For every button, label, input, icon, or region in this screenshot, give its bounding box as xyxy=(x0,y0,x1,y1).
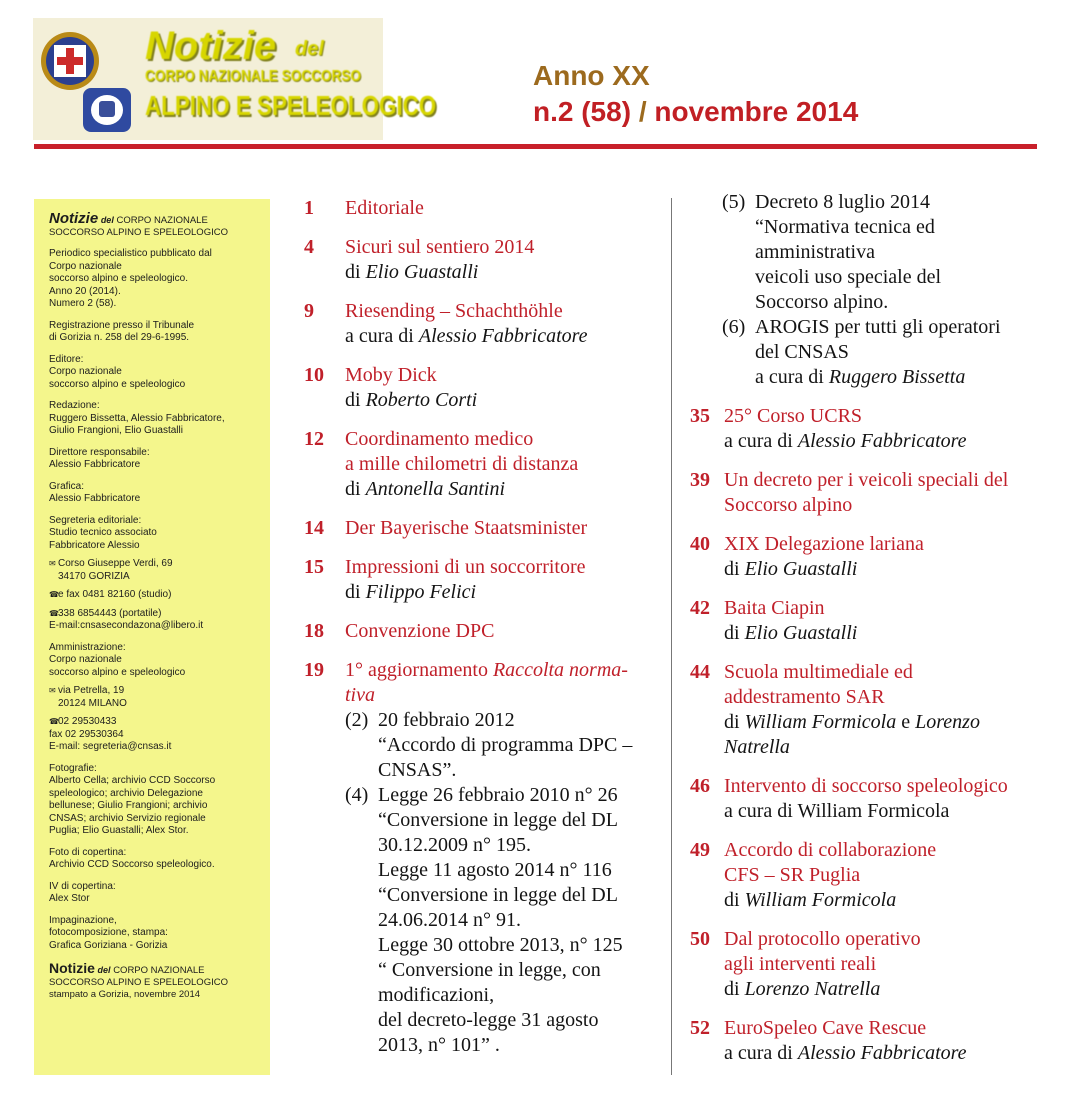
toc-page-number: 52 xyxy=(690,1017,710,1039)
byline-prefix: di xyxy=(345,478,361,500)
phone-icon: ☎ xyxy=(49,608,59,618)
toc-entry xyxy=(304,196,664,221)
toc-column-right xyxy=(690,191,1050,1080)
toc-entry-body xyxy=(345,299,664,349)
toc-entry xyxy=(304,555,664,605)
toc-entry xyxy=(690,404,1050,454)
toc-entry xyxy=(304,363,664,413)
toc-page-number: 18 xyxy=(304,620,324,642)
toc-page-number: 4 xyxy=(304,236,314,258)
toc-byline xyxy=(724,429,1050,454)
toc-title: Impressioni di un soccorritore xyxy=(345,556,586,578)
envelope-icon: ✉ xyxy=(49,686,56,695)
toc-page-number: 46 xyxy=(690,775,710,797)
toc-entry-body xyxy=(345,427,664,502)
toc-page-number: 49 xyxy=(690,839,710,861)
cnsas-emblem-icon xyxy=(41,32,99,90)
toc-byline xyxy=(724,799,1050,824)
subitem-number: (5) xyxy=(722,191,746,213)
byline-author: Lorenzo Natrella xyxy=(744,978,881,1000)
byline-author: Lorenzo Natrella xyxy=(724,711,980,758)
toc-subitem xyxy=(345,783,664,1058)
toc-page-number: 39 xyxy=(690,469,710,491)
byline-prefix: a cura di xyxy=(724,430,793,452)
toc-entry xyxy=(304,235,664,285)
byline-prefix: di xyxy=(724,558,740,580)
colophon-sidebar xyxy=(34,199,270,1075)
byline-author: Ruggero Bissetta xyxy=(828,366,966,388)
toc-entry xyxy=(304,619,664,644)
toc-subitem xyxy=(345,708,664,783)
toc-title: XIX Delegazione lariana xyxy=(724,533,924,555)
phone-icon: ☎ xyxy=(49,590,59,599)
subitem-number: (2) xyxy=(345,709,369,731)
toc-entry-body xyxy=(345,658,664,1058)
byline-prefix: di xyxy=(724,978,740,1000)
byline-prefix: a cura di xyxy=(345,325,414,347)
toc-title: Scuola multimediale ed addestramento SAR xyxy=(724,661,913,708)
toc-entry-body xyxy=(345,516,664,541)
toc-entry xyxy=(304,516,664,541)
toc-entry-body xyxy=(345,363,664,413)
byline-joiner: e xyxy=(896,711,916,733)
column-divider xyxy=(671,198,672,1075)
toc-page-number: 40 xyxy=(690,533,710,555)
toc-entry-body xyxy=(345,235,664,285)
colophon-fotografie: Fotografie: Alberto Cella; archivio CCD Soccorso speleologico; archivio Delegazione bellunese; Giulio Frangioni; archivio CNSAS; archivio Servizio regionale Puglia; Elio Guastalli; Alex Stor. xyxy=(49,762,216,836)
byline-author: Elio Guastalli xyxy=(744,558,858,580)
toc-byline xyxy=(724,710,1050,760)
byline-prefix: di xyxy=(345,261,361,283)
colophon-iv-copertina: IV di copertina: Alex Stor xyxy=(49,880,116,904)
toc-entry xyxy=(690,596,1050,646)
toc-subitem xyxy=(722,190,1050,315)
toc-page-number: 35 xyxy=(690,405,710,427)
byline-prefix: di xyxy=(724,889,740,911)
toc-entry-body xyxy=(724,468,1050,518)
byline-author: Roberto Corti xyxy=(365,389,478,411)
subitem-text: AROGIS per tutti gli operatori del CNSAS xyxy=(755,316,1001,363)
subitem-text: 20 febbraio 2012 “Accordo di programma DPC – CNSAS”. xyxy=(378,709,633,781)
colophon-amministrazione: Amministrazione: Corpo nazionale soccorso alpino e speleologico ✉ via Petrella, 19 20124 MILANO ☎ 02 29530433 fax 02 29530364 E-mail: segreteria@cnsas.it xyxy=(49,641,186,752)
toc-entry xyxy=(690,838,1050,913)
toc-title: 25° Corso UCRS xyxy=(724,405,863,427)
toc-subitems-continued xyxy=(722,190,1050,390)
toc-page-number: 19 xyxy=(304,659,324,681)
byline-prefix: a cura di William Formicola xyxy=(724,800,950,822)
toc-byline xyxy=(724,1041,1050,1066)
toc-entry xyxy=(690,927,1050,1002)
colophon-brand: Notizie del CORPO NAZIONALE SOCCORSO ALPINO E SPELEOLOGICO xyxy=(49,210,228,238)
toc-page-number: 14 xyxy=(304,517,324,539)
envelope-icon: ✉ xyxy=(49,559,56,568)
toc-entry-body xyxy=(724,596,1050,646)
toc-title: Editoriale xyxy=(345,197,424,219)
toc-entry-body xyxy=(345,555,664,605)
speleo-emblem-icon xyxy=(83,88,131,132)
toc-entry-body xyxy=(724,774,1050,824)
toc-title-plain: 1° aggiornamento xyxy=(345,659,493,681)
toc-page-number: 42 xyxy=(690,597,710,619)
toc-title: Coordinamento medico a mille chilometri di distanza xyxy=(345,428,579,475)
byline-prefix: di xyxy=(345,581,361,603)
toc-entry xyxy=(690,660,1050,760)
byline-author: Filippo Felici xyxy=(365,581,477,603)
toc-entry xyxy=(690,468,1050,518)
toc-entry-body xyxy=(724,532,1050,582)
subitem-number: (4) xyxy=(345,784,369,806)
toc-page-number: 15 xyxy=(304,556,324,578)
toc-entry xyxy=(690,532,1050,582)
toc-entry xyxy=(304,299,664,349)
toc-byline xyxy=(345,260,664,285)
toc-byline xyxy=(345,324,664,349)
toc-entry-body xyxy=(724,660,1050,760)
byline-author: Elio Guastalli xyxy=(744,622,858,644)
phone-icon: ☎ xyxy=(49,717,59,726)
toc-entry xyxy=(690,774,1050,824)
toc-subitem xyxy=(722,315,1050,365)
logo-wordmark: Notizie del CORPO NAZIONALE SOCCORSO ALPINO E SPELEOLOGICO xyxy=(145,24,437,121)
toc-entry-body xyxy=(724,1016,1050,1066)
byline-author: William Formicola xyxy=(744,711,897,733)
toc-byline xyxy=(722,365,1050,390)
toc-subitems xyxy=(345,708,664,1058)
toc-title: Sicuri sul sentiero 2014 xyxy=(345,236,535,258)
masthead-logo xyxy=(33,18,437,140)
colophon-segreteria: Segreteria editoriale: Studio tecnico associato Fabbricatore Alessio ✉ Corso Giuseppe Verdi, 69 34170 GORIZIA ☎ e fax 0481 82160 (studio) ☎ 338 6854443 (portatile) E-mail:cnsasecondazona@libero.it xyxy=(49,515,270,633)
byline-prefix: di xyxy=(345,389,361,411)
byline-prefix: a cura di xyxy=(724,1042,793,1064)
issue-year: Anno XX xyxy=(533,60,650,91)
toc-title: Convenzione DPC xyxy=(345,620,495,642)
byline-author: Alessio Fabbricatore xyxy=(797,1042,967,1064)
toc-byline xyxy=(724,888,1050,913)
toc-byline xyxy=(724,557,1050,582)
toc-byline xyxy=(345,580,664,605)
issue-number: n.2 (58) / novembre 2014 xyxy=(533,96,859,127)
toc-byline xyxy=(724,621,1050,646)
toc-page-number: 1 xyxy=(304,197,314,219)
toc-title: Der Bayerische Staatsminister xyxy=(345,517,588,539)
toc-title: Baita Ciapin xyxy=(724,597,825,619)
header-divider xyxy=(34,144,1037,149)
colophon-registration: Registrazione presso il Tribunale di Gorizia n. 258 del 29-6-1995. xyxy=(49,319,195,343)
toc-entry-body xyxy=(724,927,1050,1002)
byline-prefix: di xyxy=(724,711,740,733)
issue-info xyxy=(533,58,858,130)
toc-title: Accordo di collaborazione CFS – SR Puglia xyxy=(724,839,937,886)
toc-page-number: 50 xyxy=(690,928,710,950)
toc-title: Moby Dick xyxy=(345,364,437,386)
subitem-text: Decreto 8 luglio 2014 “Normativa tecnica ed amministrativa veicoli uso speciale del Soccorso alpino. xyxy=(755,191,942,313)
byline-author: William Formicola xyxy=(744,889,897,911)
toc-title xyxy=(345,658,664,708)
toc-entry xyxy=(304,658,664,1058)
toc-page-number: 44 xyxy=(690,661,710,683)
toc-column-left xyxy=(304,196,664,1072)
toc-page-number: 12 xyxy=(304,428,324,450)
toc-title: EuroSpeleo Cave Rescue xyxy=(724,1017,927,1039)
colophon-editore: Editore: Corpo nazionale soccorso alpino e speleologico xyxy=(49,353,186,390)
colophon-grafica: Grafica: Alessio Fabbricatore xyxy=(49,480,141,504)
byline-prefix: a cura di xyxy=(755,366,824,388)
toc-entry-body xyxy=(724,404,1050,454)
toc-page-number: 9 xyxy=(304,300,314,322)
toc-title: Un decreto per i veicoli speciali del Soccorso alpino xyxy=(724,469,1009,516)
toc-entry xyxy=(304,427,664,502)
colophon-copertina: Foto di copertina: Archivio CCD Soccorso speleologico. xyxy=(49,846,215,870)
toc-byline xyxy=(345,388,664,413)
toc-byline xyxy=(345,477,664,502)
byline-author: Elio Guastalli xyxy=(365,261,479,283)
colophon-email: E-mail:cnsasecondazona@libero.it xyxy=(49,620,204,631)
toc-entry-body xyxy=(345,619,664,644)
toc-entry xyxy=(690,1016,1050,1066)
subitem-number: (6) xyxy=(722,316,746,338)
toc-page-number: 10 xyxy=(304,364,324,386)
toc-entry-body xyxy=(724,838,1050,913)
colophon-intro: Periodico specialistico pubblicato dal Corpo nazionale soccorso alpino e speleologico. Anno 20 (2014). Numero 2 (58). xyxy=(49,248,212,309)
toc-title: Riesending – Schachthöhle xyxy=(345,300,563,322)
byline-prefix: di xyxy=(724,622,740,644)
byline-author: Alessio Fabbricatore xyxy=(797,430,967,452)
byline-author: Alessio Fabbricatore xyxy=(418,325,588,347)
toc-byline xyxy=(724,977,1050,1002)
subitem-text: Legge 26 febbraio 2010 n° 26 “Conversione in legge del DL 30.12.2009 n° 195. Legge 11 agosto 2014 n° 116 “Conversione in legge del DL 24.06.2014 n° 91. Legge 30 ottobre 2013, n° 125 “ Conversione in legge, con modificazioni, del decreto-legge 31 agosto 2013, n° 101” . xyxy=(378,784,623,1056)
toc-title: Intervento di soccorso speleologico xyxy=(724,775,1008,797)
toc-entry-body xyxy=(345,196,664,221)
colophon-footer: Notizie del CORPO NAZIONALE SOCCORSO ALPINO E SPELEOLOGICO stampato a Gorizia, novembre 2014 xyxy=(49,960,228,1000)
colophon-direttore: Direttore responsabile: Alessio Fabbricatore xyxy=(49,446,150,470)
toc-title: Dal protocollo operativo agli interventi reali xyxy=(724,928,921,975)
colophon-redazione: Redazione: Ruggero Bissetta, Alessio Fabbricatore, Giulio Frangioni, Elio Guastalli xyxy=(49,400,225,436)
byline-author: Antonella Santini xyxy=(365,478,505,500)
colophon-impaginazione: Impaginazione, fotocomposizione, stampa: Grafica Goriziana - Gorizia xyxy=(49,914,168,951)
toc-title-italic: Raccolta norma- tiva xyxy=(345,659,628,706)
